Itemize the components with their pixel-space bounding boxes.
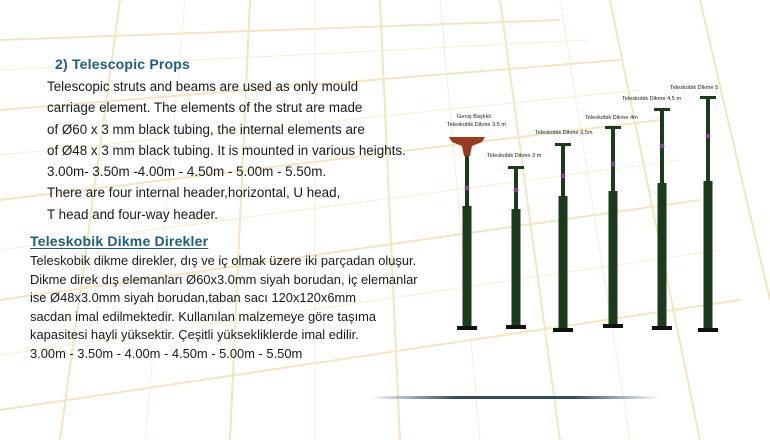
text-line: Telescopic struts and beams are used as only mould <box>47 79 359 94</box>
text-line: There are four internal header,horizontal, U head, <box>47 185 341 201</box>
text-line: T head and four-way header. <box>47 206 218 222</box>
prop-4-5m <box>652 108 672 330</box>
text-line: Dikme direk dış elemanları Ø60x3.0mm siyah borudan, iç elemanlar <box>30 271 418 287</box>
section-body-turkish <box>30 252 470 364</box>
prop-label: Geniş Başlıklı <box>457 114 492 120</box>
text-line: 3.00m- 3.50m -4.00m - 4.50m - 5.00m - 5.50m. <box>47 164 327 180</box>
text-line: of Ø48 x 3 mm black tubing. It is mounted in various heights. <box>47 142 406 158</box>
prop-wide-head <box>449 137 485 330</box>
text-line: kapasitesi hayli yüksektir. Çeşitli yüksekliklerde imal edilir. <box>30 327 359 343</box>
telescopic-props-illustration <box>445 80 755 340</box>
prop-label: Teleskobik Dikme 3,5 m <box>447 122 507 128</box>
bottom-divider <box>370 396 660 399</box>
section-body-english <box>47 76 447 225</box>
prop-3-5m <box>553 143 573 332</box>
section-heading-teleskobik: Teleskobik Dikme Direkler <box>30 233 209 249</box>
text-line: sacdan imal edilmektedir. Kullanılan malzemeye göre taşıma <box>30 308 377 324</box>
prop-3m <box>506 166 526 329</box>
prop-label: Teleskobik Dikme 4,5 m <box>622 96 682 102</box>
text-line: carriage element. The elements of the strut are made <box>47 100 363 116</box>
section-heading-telescopic-props: 2) Telescopic Props <box>55 56 191 72</box>
text-line: of Ø60 x 3 mm black tubing, the internal elements are <box>47 121 365 137</box>
prop-label: Teleskobik Dikme 4m <box>585 115 638 121</box>
text-line: 3.00m - 3.50m - 4.00m - 4.50m - 5.00m - 5.50m <box>30 345 303 361</box>
prop-label: Teleskobik Dikme 3 m <box>487 153 542 159</box>
prop-label: Teleskobik Dikme 3,5m <box>535 130 593 136</box>
prop-label: Teleskobik Dikme 5 <box>670 85 719 91</box>
prop-4m <box>603 126 623 328</box>
text-line: ise Ø48x3.0mm siyah borudan,taban sacı 120x120x6mm <box>30 290 357 306</box>
text-line: Teleskobik dikme direkler, dış ve iç olmak üzere iki parçadan oluşur. <box>30 253 417 268</box>
prop-5m <box>698 96 718 332</box>
